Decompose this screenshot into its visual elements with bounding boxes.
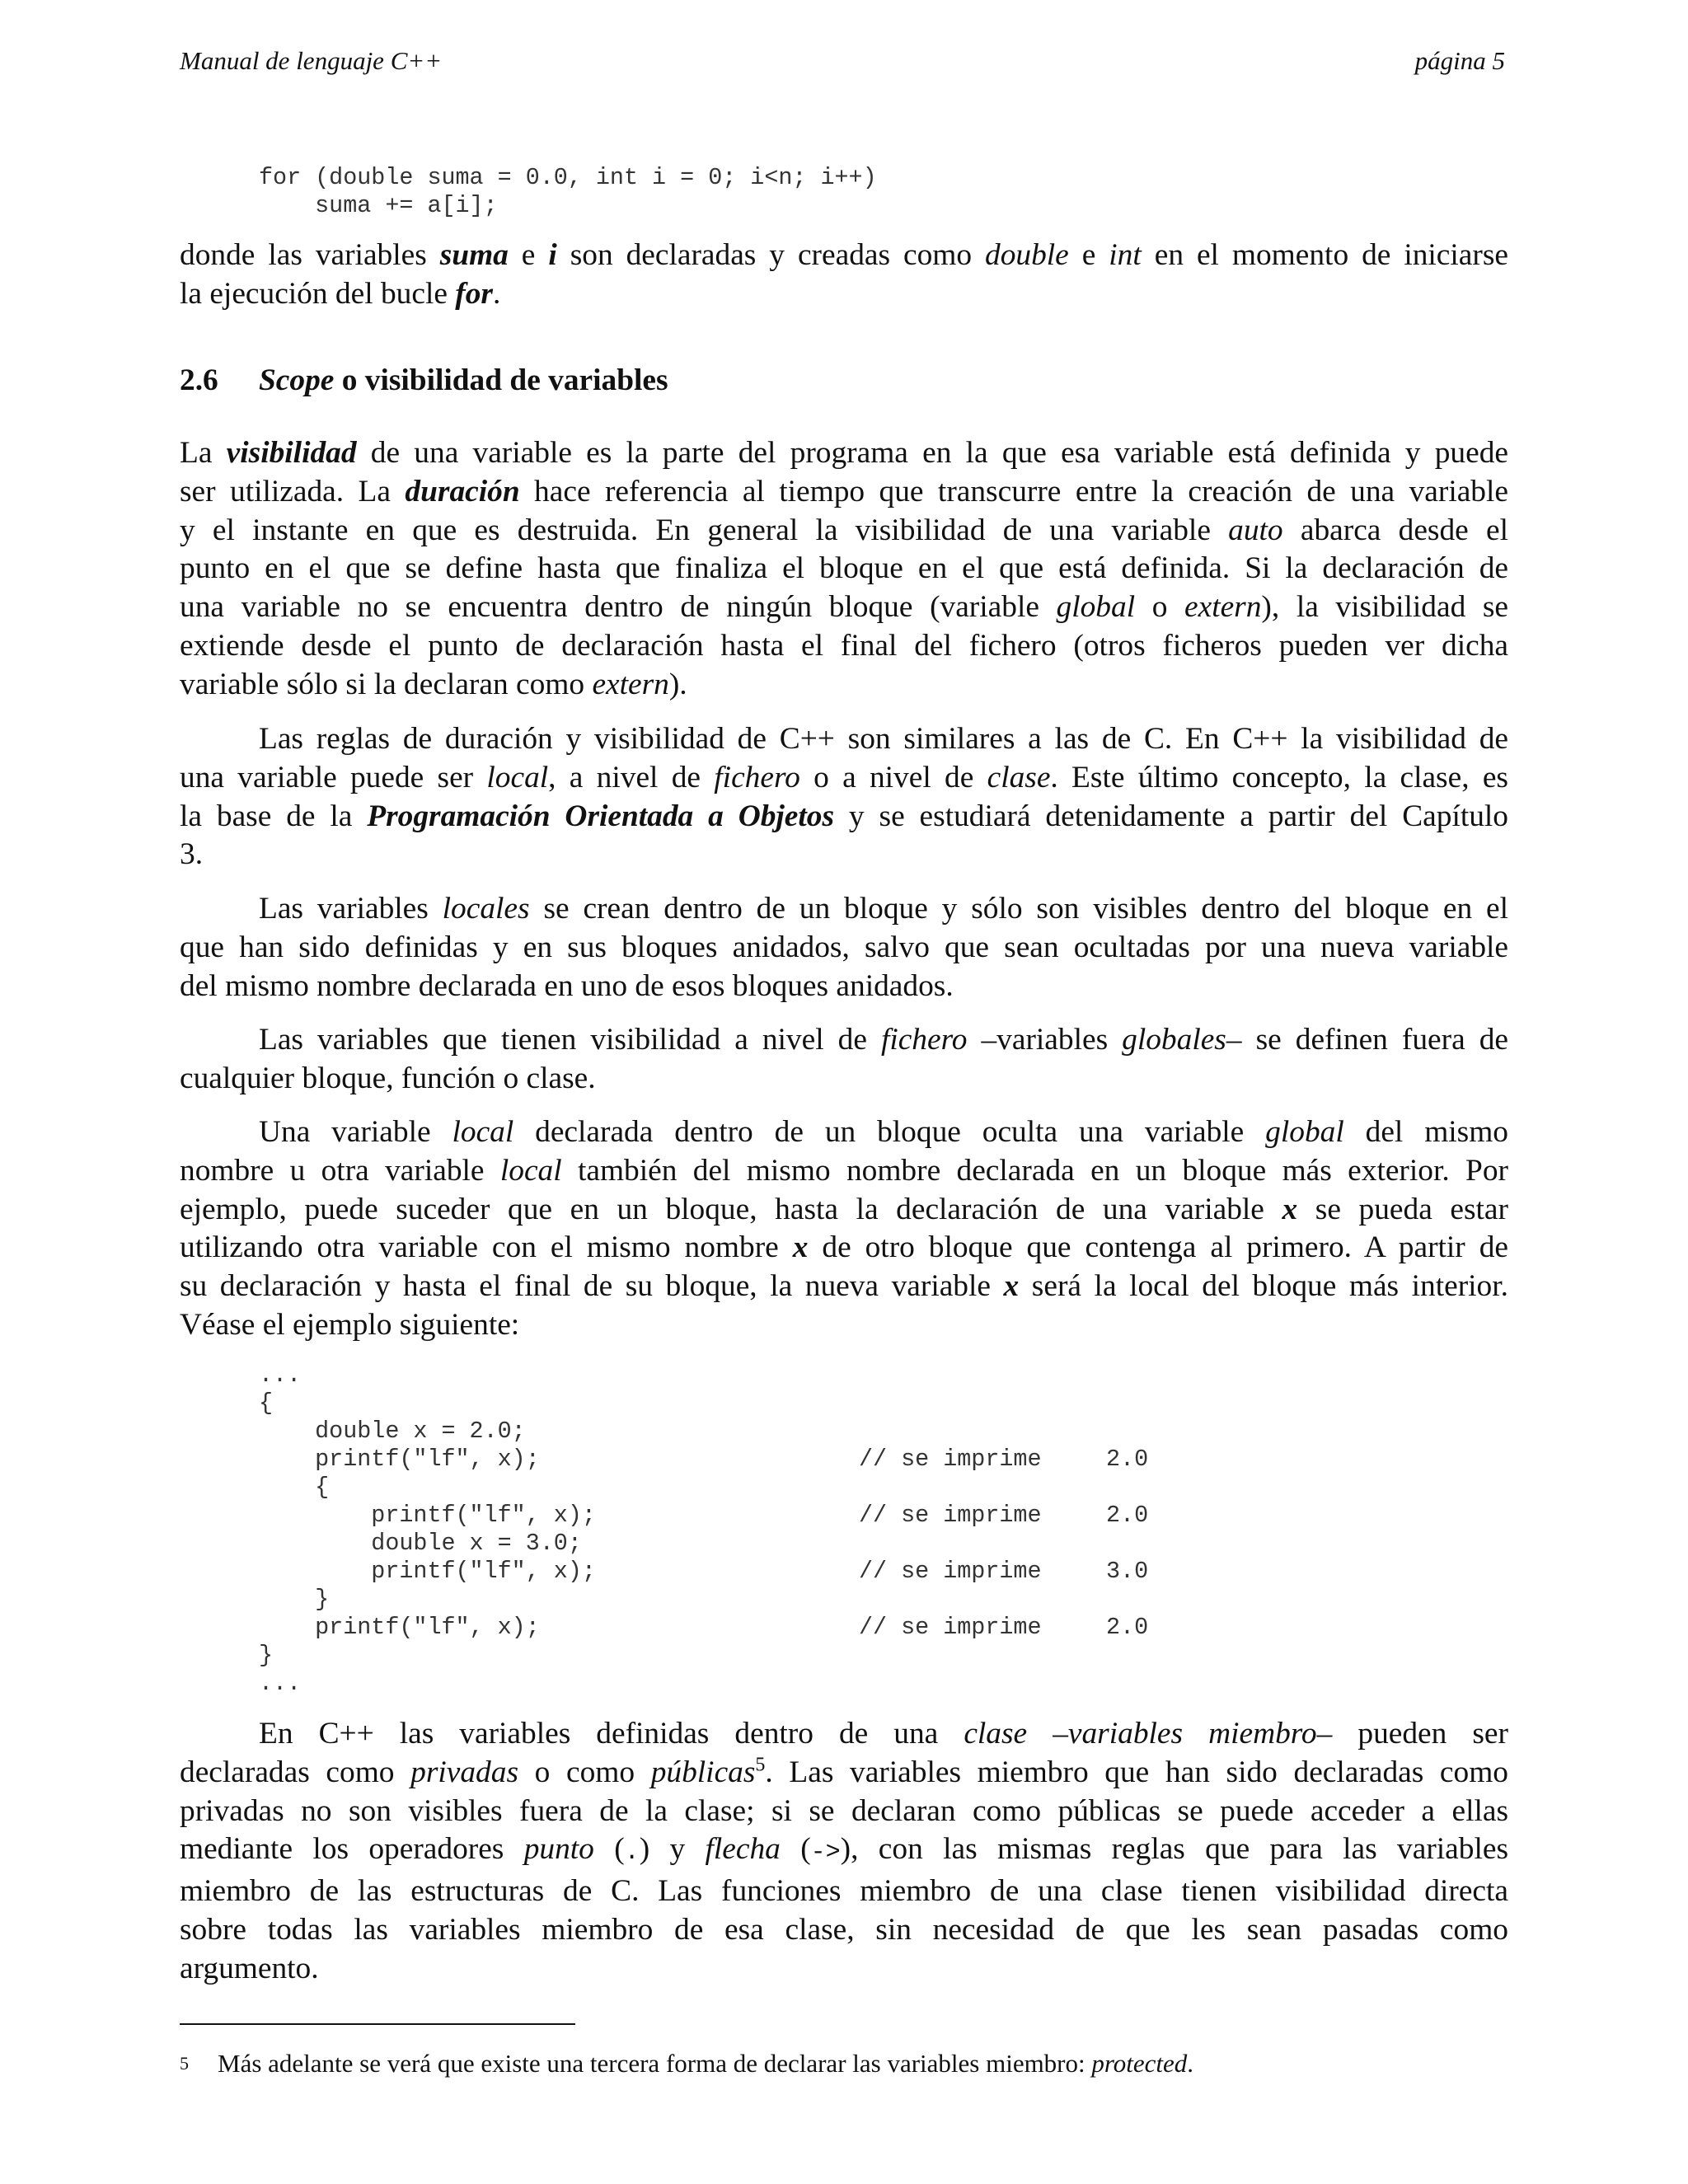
section-heading xyxy=(180,363,668,398)
code-text: printf("lf", x); xyxy=(259,1558,596,1585)
code-line xyxy=(259,1390,596,1418)
code-text: double x = 3.0; xyxy=(259,1530,582,1557)
code-output-value: 2.0 xyxy=(1106,1502,1149,1529)
section-title: o visibilidad de variables xyxy=(334,363,668,397)
footnote: 5 Más adelante se verá que existe una tercera forma de declarar las variables miembro: protected. xyxy=(180,2049,1194,2078)
code-output-value: 2.0 xyxy=(1106,1446,1149,1473)
footnote-divider xyxy=(180,2023,575,2025)
code-text: printf("lf", x); xyxy=(259,1614,540,1641)
code-comment: // se imprime xyxy=(859,1502,1042,1529)
running-header-title: Manual de lenguaje C++ xyxy=(180,46,443,75)
code-line xyxy=(259,1642,596,1670)
code-line xyxy=(259,1670,596,1698)
code-text: printf("lf", x); xyxy=(259,1446,540,1473)
code-line xyxy=(259,1614,1149,1642)
intro-paragraph: donde las variables suma e i son declaradas y creadas como double e int en el momento de iniciarse la ejecución del bucle for. xyxy=(180,238,1508,311)
code-text: } xyxy=(259,1642,274,1669)
code-line xyxy=(259,1474,596,1502)
code-line xyxy=(259,1530,596,1558)
code-comment: // se imprime xyxy=(859,1558,1042,1585)
code-line xyxy=(259,1446,1149,1474)
code-comment: // se imprime xyxy=(859,1446,1042,1473)
page-number: página 5 xyxy=(1414,46,1505,75)
footnote-number: 5 xyxy=(180,2053,189,2074)
code-line xyxy=(259,1418,596,1446)
paragraph-local-variables: Las variables locales se crean dentro de un bloque y sólo son visibles dentro del bloque en el que han sido definidas y en sus bloques anidados, salvo que sean ocultadas por una nueva variable del mismo nombre declarada en uno de esos bloques anidados. xyxy=(180,892,1508,1003)
code-block-for-loop xyxy=(259,164,877,220)
code-line: for (double suma = 0.0, int i = 0; i<n; i++) xyxy=(259,164,877,191)
paragraph-class-members: En C++ las variables definidas dentro de una clase –variables miembro– pueden ser declaradas como privadas o como públicas$^5$. Las variables miembro que han sido declaradas como privadas no son visibles fuera de la clase; si se declaran como públicas se puede acceder a ellas mediante los operadores punto (.) y flecha (->), con las mismas reglas que para las variables miembro de las estructuras de C. Las funciones miembro de una clase tienen visibilidad directa sobre todas las variables miembro de esa clase, sin necesidad de que les sean pasadas como argumento. xyxy=(180,1717,1508,1985)
code-text: { xyxy=(259,1390,274,1417)
code-output-value: 2.0 xyxy=(1106,1614,1149,1641)
section-title-italic: Scope xyxy=(259,363,335,397)
paragraph-hiding: Una variable local declarada dentro de un bloque oculta una variable global del mismo nombre u otra variable local también del mismo nombre declarada en un bloque más exterior. Por ejemplo, puede suceder que en un bloque, hasta la declaración de una variable x se pueda estar utilizando otra variable con el mismo nombre x de otro bloque que contenga al primero. A partir de su declaración y hasta el final de su bloque, la nueva variable x será la local del bloque más interior. Véase el ejemplo siguiente: xyxy=(180,1115,1508,1342)
footnote-ref[interactable]: 5 xyxy=(755,1754,766,1776)
code-line xyxy=(259,1558,1149,1586)
code-text: printf("lf", x); xyxy=(259,1502,596,1529)
paragraph-rules: Las reglas de duración y visibilidad de C++ son similares a las de C. En C++ la visibilidad de una variable puede ser local, a nivel de fichero o a nivel de clase. Este último concepto, la clase, es la base de la Programación Orientada a Objetos y se estudiará detenidamente a partir del Capítulo 3. xyxy=(180,722,1509,872)
code-line: suma += a[i]; xyxy=(259,192,498,219)
code-line xyxy=(259,1502,1149,1530)
paragraph-visibility: La visibilidad de una variable es la parte del programa en la que esa variable está definida y puede ser utilizada. La duración hace referencia al tiempo que transcurre entre la creación de una variable y el instante en que es destruida. En general la visibilidad de una variable auto abarca desde el punto en el que se define hasta que finaliza el bloque en el que está definida. Si la declaración de una variable no se encuentra dentro de ningún bloque (variable global o extern), la visibilidad se extiende desde el punto de declaración hasta el final del fichero (otros ficheros pueden ver dicha variable sólo si la declaran como extern). xyxy=(180,436,1509,701)
code-text: ... xyxy=(259,1670,302,1697)
code-text: ... xyxy=(259,1361,302,1389)
code-text: } xyxy=(259,1586,330,1613)
code-output-value: 3.0 xyxy=(1106,1558,1149,1585)
code-text: { xyxy=(259,1474,330,1501)
code-text: double x = 2.0; xyxy=(259,1418,526,1445)
code-line xyxy=(259,1586,596,1614)
code-comment: // se imprime xyxy=(859,1614,1042,1641)
code-line xyxy=(259,1361,596,1390)
code-block-example xyxy=(259,1361,1149,1698)
section-number: 2.6 xyxy=(180,363,218,397)
paragraph-global-variables: Las variables que tienen visibilidad a nivel de fichero –variables globales– se definen fuera de cualquier bloque, función o clase. xyxy=(180,1023,1508,1095)
